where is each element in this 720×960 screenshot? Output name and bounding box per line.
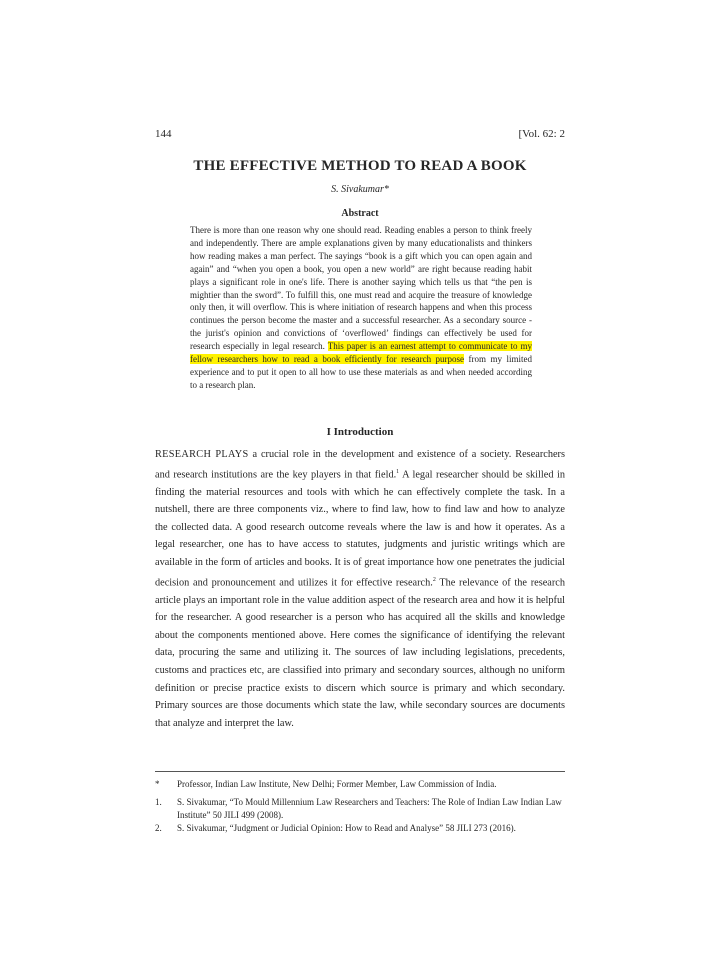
footnote-mark: 1.: [155, 797, 162, 807]
article-title: THE EFFECTIVE METHOD TO READ A BOOK: [193, 158, 527, 174]
lead-in-text: RESEARCH PLAYS: [155, 449, 249, 460]
footnote-text: Professor, Indian Law Institute, New Delhi; Former Member, Law Commission of India.: [177, 779, 497, 789]
introduction-paragraph: [155, 446, 565, 732]
footnote-text: S. Sivakumar, “Judgment or Judicial Opinion: How to Read and Analyse” 58 JILI 273 (2016).: [177, 823, 516, 833]
footnote-ref-1: 1: [396, 468, 400, 475]
page-number: 144: [155, 128, 172, 140]
footnote-ref-2: 2: [432, 576, 436, 583]
paragraph-part-3: The relevance of the research article plays an important role in the value addition aspect of the research area and how it is helpful for the researcher. A good researcher is a person who has acquired all the skills and knowledge about the components mentioned above. Here comes the significance of identifying the relevant data, procuring the same and utilizing it. The sources of law including legislations, precedents, customs and practices etc, are classified into primary and secondary sources, although no uniform definition or precise practice exists to discern which source is primary and which secondary. Primary sources are those documents which state the law, while secondary sources are documents that analyze and interpret the law.: [155, 577, 565, 729]
highlighted-text: This paper is an earnest attempt to communicate to my fellow researchers how to read a book efficiently for research purpose: [190, 341, 532, 365]
section-heading: I Introduction: [326, 426, 394, 438]
footnote-text: S. Sivakumar, “To Mould Millennium Law Researchers and Teachers: The Role of Indian Law Indian Law Institute” 50 JILI 499 (2008).: [177, 797, 562, 820]
article-author: S. Sivakumar*: [331, 184, 389, 195]
abstract-text-before: There is more than one reason why one should read. Reading enables a person to think freely and independently. There are ample explanations given by many educationalists and thinkers how reading makes a man perfect. The sayings “book is a gift which you can open again and again” and “when you open a book, you open a new world” are right because reading habit plays a significant role in one's life. There is another saying which tells us that “the pen is mightier than the sword”. To fulfill this, one must read and acquire the treasure of knowledge only then, it will overflow. This is where initiation of research happens and when this process continues the person become the master and a successful researcher. As a secondary source - the jurist's opinion and convictions of ‘overflowed’ findings can effectively be used for research especially in legal research.: [190, 225, 532, 352]
abstract-text: [190, 224, 532, 392]
footnote-divider: [155, 771, 565, 772]
footnote-mark: *: [155, 779, 160, 789]
paragraph-part-2: A legal researcher should be skilled in finding the material resources and tools with which he can effectively complete the task. In a nutshell, there are three components viz., where to find law, how to find law and how to analyze the collected data. A good research outcome reveals where the law is and how it operates. As a legal researcher, one has to have access to statutes, judgments and juristic writings which are available in the form of articles and books. It is of great importance how one penetrates the judicial decision and pronouncement and utilizes it for effective research.: [155, 469, 565, 588]
paragraph-part-1: a crucial role in the development and existence of a society. Researchers and research institutions are the key players in that field.: [155, 449, 565, 481]
footnote-mark: 2.: [155, 823, 162, 833]
volume-label: [Vol. 62: 2: [518, 128, 565, 140]
abstract-text-after: from my limited experience and to put it open to all how to use these materials as and when needed according to a research plan.: [190, 354, 532, 390]
abstract-heading: Abstract: [341, 208, 379, 219]
